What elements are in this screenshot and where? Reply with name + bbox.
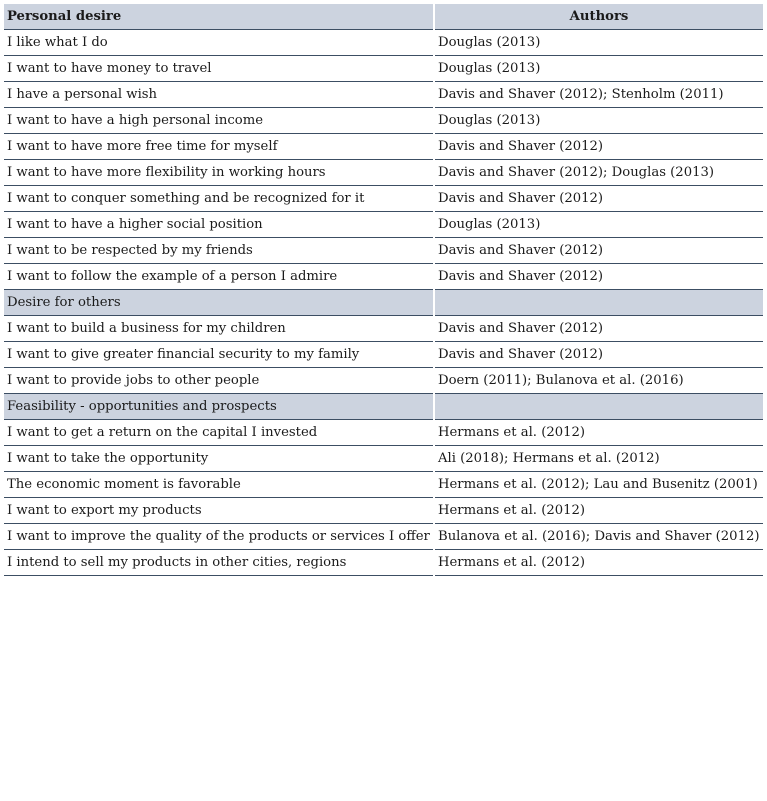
table-row xyxy=(4,160,763,186)
desire-cell: I want to take the opportunity xyxy=(4,446,433,472)
table-row xyxy=(4,498,763,524)
desire-cell: I want to have a high personal income xyxy=(4,108,433,134)
desire-cell: I intend to sell my products in other cities, regions xyxy=(4,550,433,576)
desire-cell: I want to have money to travel xyxy=(4,56,433,82)
table-row xyxy=(4,212,763,238)
authors-cell: Davis and Shaver (2012) xyxy=(435,238,763,264)
table-row xyxy=(4,550,763,576)
authors-cell: Ali (2018); Hermans et al. (2012) xyxy=(435,446,763,472)
desire-cell: I want to provide jobs to other people xyxy=(4,368,433,394)
authors-cell: Davis and Shaver (2012) xyxy=(435,264,763,290)
section-row xyxy=(4,290,763,316)
table-row xyxy=(4,108,763,134)
authors-cell xyxy=(435,394,763,420)
authors-cell: Davis and Shaver (2012) xyxy=(435,342,763,368)
desire-cell: The economic moment is favorable xyxy=(4,472,433,498)
header-personal-desire: Personal desire xyxy=(4,4,433,30)
desire-cell: I want to give greater financial security to my family xyxy=(4,342,433,368)
table-row xyxy=(4,186,763,212)
desire-cell: I want to have more free time for myself xyxy=(4,134,433,160)
table-row xyxy=(4,264,763,290)
table-body xyxy=(4,30,763,576)
table-row xyxy=(4,342,763,368)
table-row xyxy=(4,134,763,160)
section-row xyxy=(4,394,763,420)
table-row xyxy=(4,368,763,394)
desire-cell: I want to be respected by my friends xyxy=(4,238,433,264)
desire-cell: I want to improve the quality of the products or services I offer xyxy=(4,524,433,550)
desire-cell: I want to conquer something and be recognized for it xyxy=(4,186,433,212)
desire-cell: I want to have a higher social position xyxy=(4,212,433,238)
authors-cell: Davis and Shaver (2012); Stenholm (2011) xyxy=(435,82,763,108)
table-row xyxy=(4,30,763,56)
authors-cell: Douglas (2013) xyxy=(435,108,763,134)
header-authors: Authors xyxy=(435,4,763,30)
authors-cell: Douglas (2013) xyxy=(435,56,763,82)
desire-cell: I have a personal wish xyxy=(4,82,433,108)
authors-cell: Davis and Shaver (2012); Douglas (2013) xyxy=(435,160,763,186)
authors-cell: Davis and Shaver (2012) xyxy=(435,134,763,160)
authors-cell: Hermans et al. (2012) xyxy=(435,550,763,576)
desire-cell: I want to build a business for my children xyxy=(4,316,433,342)
table-row xyxy=(4,82,763,108)
authors-cell: Douglas (2013) xyxy=(435,212,763,238)
desire-cell: I want to follow the example of a person I admire xyxy=(4,264,433,290)
table-row xyxy=(4,472,763,498)
table-row xyxy=(4,446,763,472)
authors-cell: Douglas (2013) xyxy=(435,30,763,56)
authors-cell: Hermans et al. (2012); Lau and Busenitz (2001) xyxy=(435,472,763,498)
table-row xyxy=(4,56,763,82)
authors-cell: Davis and Shaver (2012) xyxy=(435,316,763,342)
desire-cell: I want to export my products xyxy=(4,498,433,524)
authors-cell: Bulanova et al. (2016); Davis and Shaver (2012) xyxy=(435,524,763,550)
table-header xyxy=(4,4,763,30)
authors-cell: Doern (2011); Bulanova et al. (2016) xyxy=(435,368,763,394)
table-row xyxy=(4,316,763,342)
section-title: Desire for others xyxy=(4,290,433,316)
authors-cell xyxy=(435,290,763,316)
authors-cell: Hermans et al. (2012) xyxy=(435,498,763,524)
section-title: Feasibility - opportunities and prospects xyxy=(4,394,433,420)
table-row xyxy=(4,420,763,446)
desire-cell: I want to get a return on the capital I invested xyxy=(4,420,433,446)
desire-cell: I like what I do xyxy=(4,30,433,56)
authors-cell: Hermans et al. (2012) xyxy=(435,420,763,446)
authors-cell: Davis and Shaver (2012) xyxy=(435,186,763,212)
motivation-table xyxy=(4,4,763,576)
table-row xyxy=(4,238,763,264)
table-row xyxy=(4,524,763,550)
desire-cell: I want to have more flexibility in working hours xyxy=(4,160,433,186)
